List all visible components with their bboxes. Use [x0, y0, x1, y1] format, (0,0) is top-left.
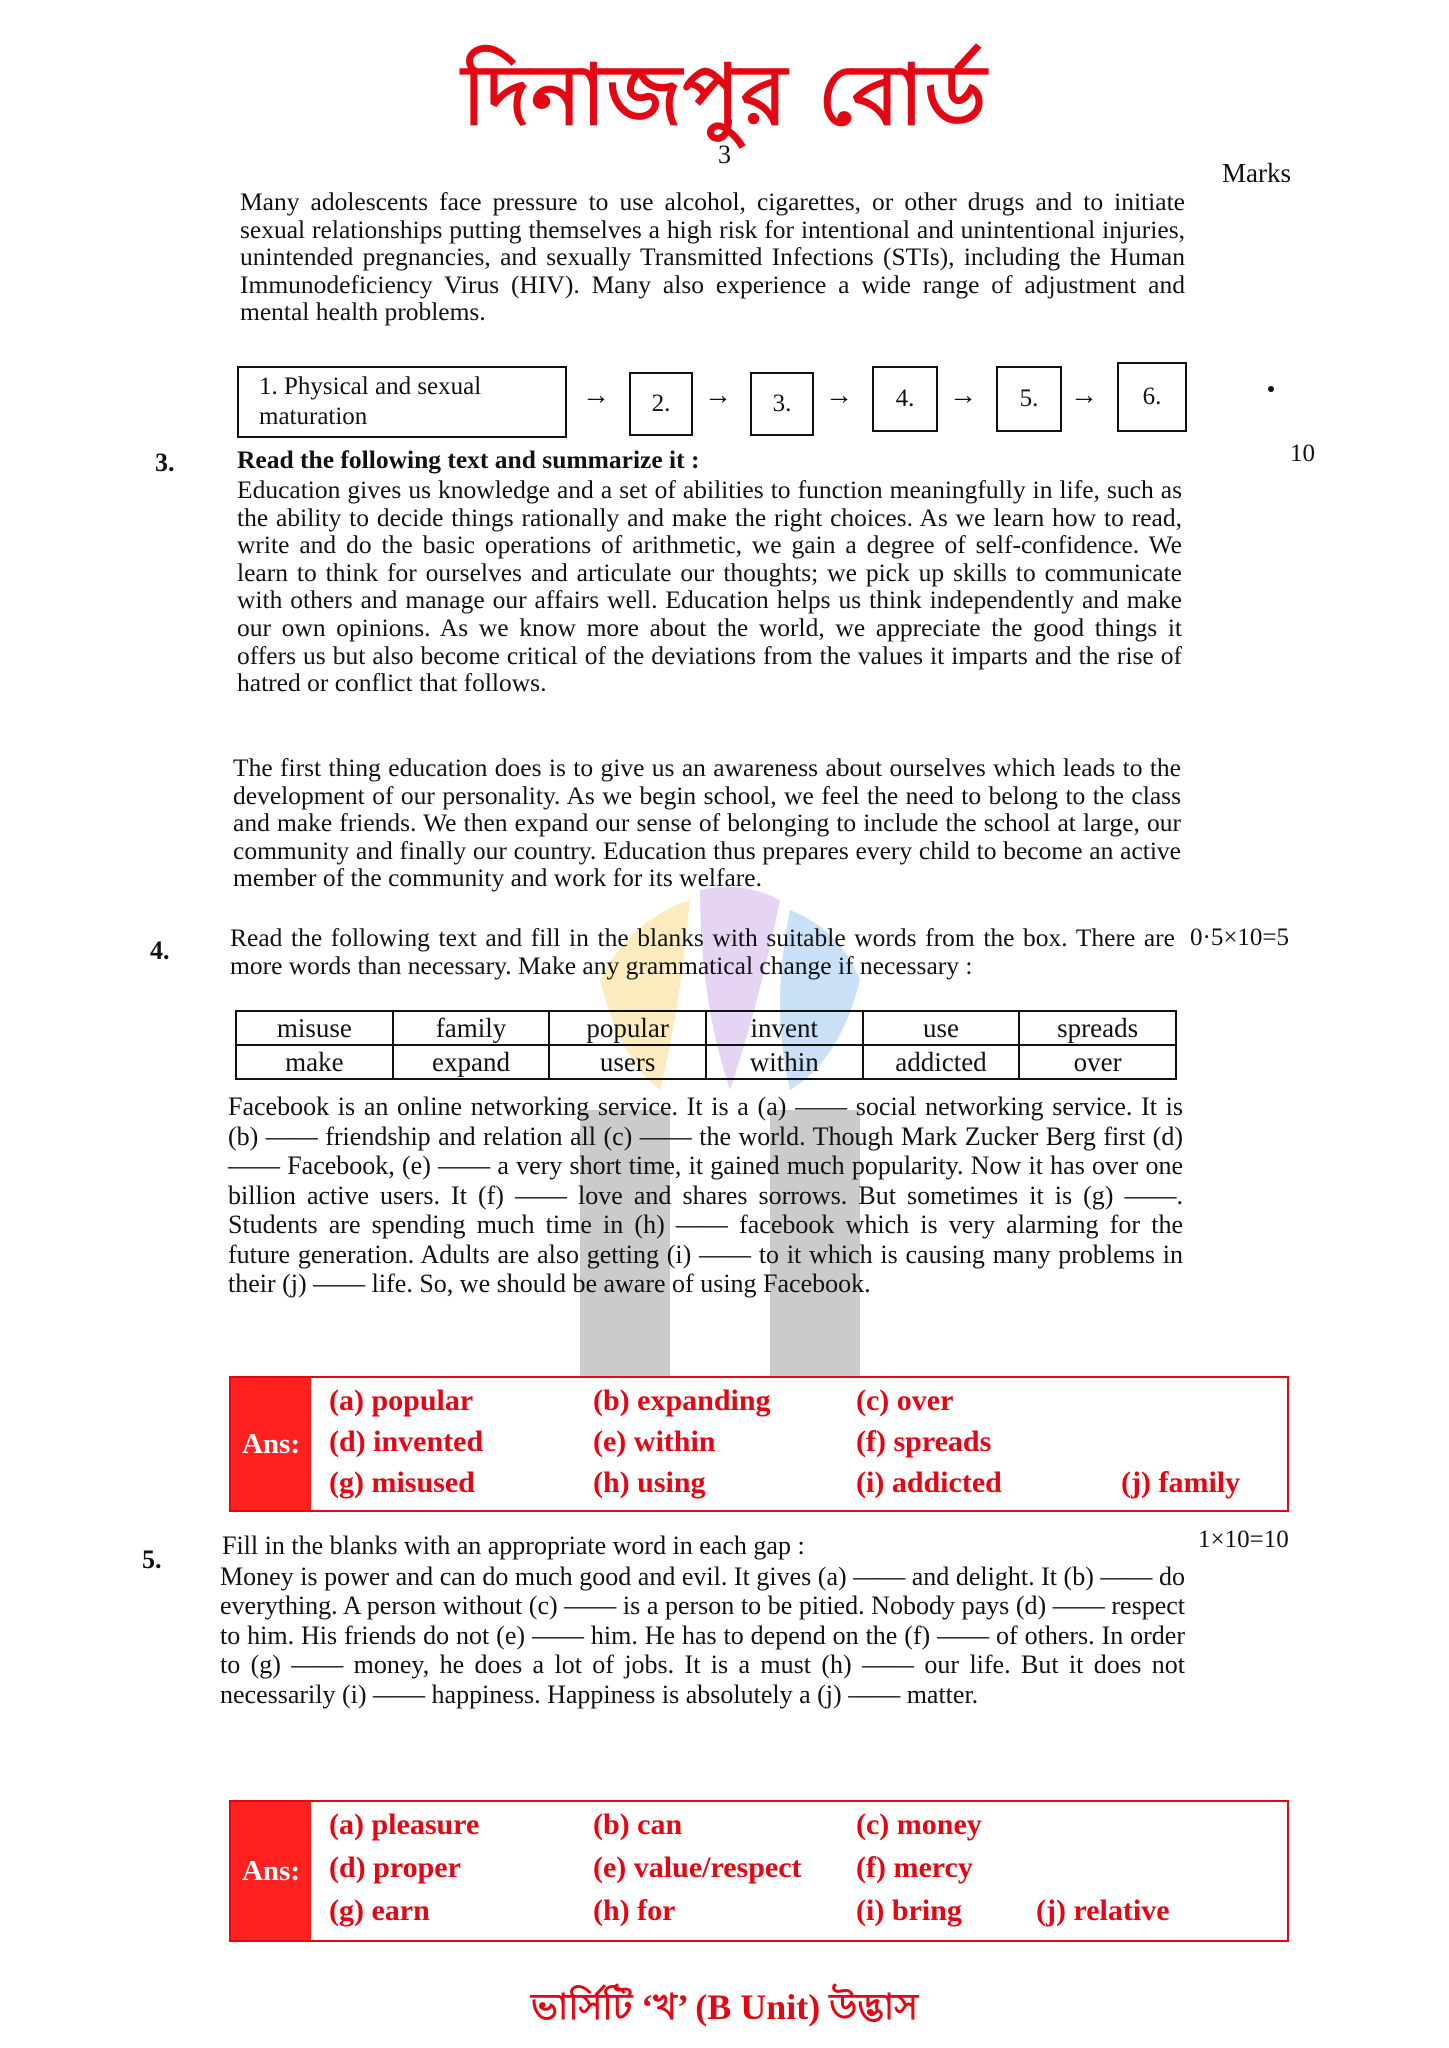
word-box	[235, 1010, 1177, 1080]
flow-box-1: 1. Physical and sexual maturation	[237, 366, 567, 438]
q4-answer-box	[229, 1376, 1289, 1512]
word-cell: spreads	[1019, 1011, 1176, 1045]
word-cell: expand	[393, 1045, 550, 1079]
arrow-icon: →	[825, 380, 853, 411]
q3-paragraph-2: The first thing education does is to give us an awareness about ourselves which leads to the development of our personality. As we begin school, we feel the need to belong to the class and make friends. We then expand our sense of belonging to include the school at large, our community and finally our country. Education thus prepares every child to become an active member of the community and work for its welfare.	[233, 753, 1181, 893]
arrow-icon: →	[1070, 380, 1098, 411]
word-cell: addicted	[863, 1045, 1020, 1079]
word-cell: over	[1019, 1045, 1176, 1079]
q4-instruction: Read the following text and fill in the blanks with suitable words from the box. There are more words than necessary. Make any grammatical change if necessary :	[230, 923, 1175, 980]
marks-column-label: Marks	[1222, 158, 1291, 188]
q5-passage: Money is power and can do much good and evil. It gives (a) —— and delight. It (b) —— do everything. A person without (c) —— is a person to be pitied. Nobody pays (d) —— respect to him. His friends do not (e) —— him. He has to depend on the (f) —— of others. In order to (g) —— money, he does a lot of jobs. It is a must (h) —— our life. But it does not necessarily (i) —— happiness. Happiness is absolutely a (j) —— matter.	[220, 1562, 1185, 1709]
answer-label: Ans:	[231, 1802, 311, 1940]
word-cell: users	[549, 1045, 706, 1079]
answer-item: (f) mercy	[856, 1851, 973, 1884]
answer-item: (h) using	[593, 1466, 706, 1499]
answer-item: (b) expanding	[593, 1384, 771, 1417]
q4-passage: Facebook is an online networking service. It is a (a) —— social networking service. It is (b) —— friendship and relation all (c) —— the world. Though Mark Zucker Berg first (d) —— Facebook, (e) —— a very short time, it gained much popularity. Now it has over one billion active users. It (f) —— love and shares sorrows. But sometimes it is (g) ——. Students are spending much time in (h) —— facebook which is very alarming for the future generation. Adults are also getting (i) —— to it which is causing many problems in their (j) —— life. So, we should be aware of using Facebook.	[228, 1092, 1183, 1298]
word-box-row	[236, 1011, 1176, 1045]
q5-mark: 1×10=10	[1198, 1526, 1289, 1553]
q2-passage: Many adolescents face pressure to use alcohol, cigarettes, or other drugs and to initiate sexual relationships putting themselves a high risk for intentional and unintentional injuries, unintended pregnancies, and sexually Transmitted Infections (STIs), including the Human Immunodeficiency Virus (HIV). Many also experience a wide range of adjustment and mental health problems.	[240, 187, 1185, 327]
q3-instruction: Read the following text and summarize it :	[237, 445, 700, 474]
flow-box-6: 6.	[1117, 362, 1187, 432]
footer-label: ভার্সিটি ‘খ’ (B Unit) উদ্ভাস	[531, 1987, 918, 2027]
answer-item: (a) pleasure	[329, 1808, 480, 1841]
q3-paragraph-1: Education gives us knowledge and a set of abilities to function meaningfully in life, such as the ability to decide things rationally and make the right choices. As we learn how to read, write and do the basic operations of arithmetic, we gain a degree of self-confidence. We learn to think for ourselves and articulate our thoughts; we pick up skills to communicate with others and manage our affairs well. Education helps us think independently and make our own opinions. As we know more about the world, we appreciate the good things it offers us but also become critical of the deviations from the values it imparts and the rise of hatred or conflict that follows.	[237, 475, 1182, 698]
flow-box-2: 2.	[629, 372, 693, 436]
flow-box-3: 3.	[750, 372, 814, 436]
board-title: দিনাজপুর বোর্ড	[461, 46, 988, 144]
answer-item: (e) within	[593, 1425, 716, 1458]
answer-item: (d) invented	[329, 1425, 484, 1458]
word-cell: use	[863, 1011, 1020, 1045]
q3-mark: 10	[1290, 440, 1315, 467]
q5-instruction: Fill in the blanks with an appropriate word in each gap :	[222, 1531, 805, 1560]
q4-number: 4.	[150, 936, 170, 965]
q5-answer-box	[229, 1800, 1289, 1942]
answer-item: (c) money	[856, 1808, 982, 1841]
arrow-icon: →	[704, 380, 732, 411]
answer-label: Ans:	[231, 1378, 311, 1510]
answer-item: (c) over	[856, 1384, 954, 1417]
answer-item: (d) proper	[329, 1851, 461, 1884]
flow-box-5: 5.	[996, 366, 1062, 432]
stray-dot	[1268, 386, 1274, 392]
word-cell: popular	[549, 1011, 706, 1045]
q4-mark: 0·5×10=5	[1190, 924, 1290, 951]
answer-item: (f) spreads	[856, 1425, 992, 1458]
page-number: 3	[718, 140, 731, 169]
answer-item: (j) relative	[1036, 1894, 1170, 1927]
answer-item: (g) misused	[329, 1466, 475, 1499]
q3-number: 3.	[155, 448, 175, 477]
word-cell: family	[393, 1011, 550, 1045]
arrow-icon: →	[949, 380, 977, 411]
answer-item: (i) bring	[856, 1894, 962, 1927]
answer-item: (g) earn	[329, 1894, 430, 1927]
answer-item: (h) for	[593, 1894, 676, 1927]
word-cell: make	[236, 1045, 393, 1079]
answer-item: (b) can	[593, 1808, 683, 1841]
word-cell: misuse	[236, 1011, 393, 1045]
answer-item: (i) addicted	[856, 1466, 1002, 1499]
word-cell: within	[706, 1045, 863, 1079]
word-box-row	[236, 1045, 1176, 1079]
answer-item: (e) value/respect	[593, 1851, 802, 1884]
answer-item: (a) popular	[329, 1384, 474, 1417]
word-cell: invent	[706, 1011, 863, 1045]
flow-chart	[237, 366, 1187, 440]
flow-box-4: 4.	[872, 366, 938, 432]
q5-number: 5.	[142, 1545, 162, 1574]
arrow-icon: →	[582, 380, 610, 411]
answer-item: (j) family	[1121, 1466, 1241, 1499]
